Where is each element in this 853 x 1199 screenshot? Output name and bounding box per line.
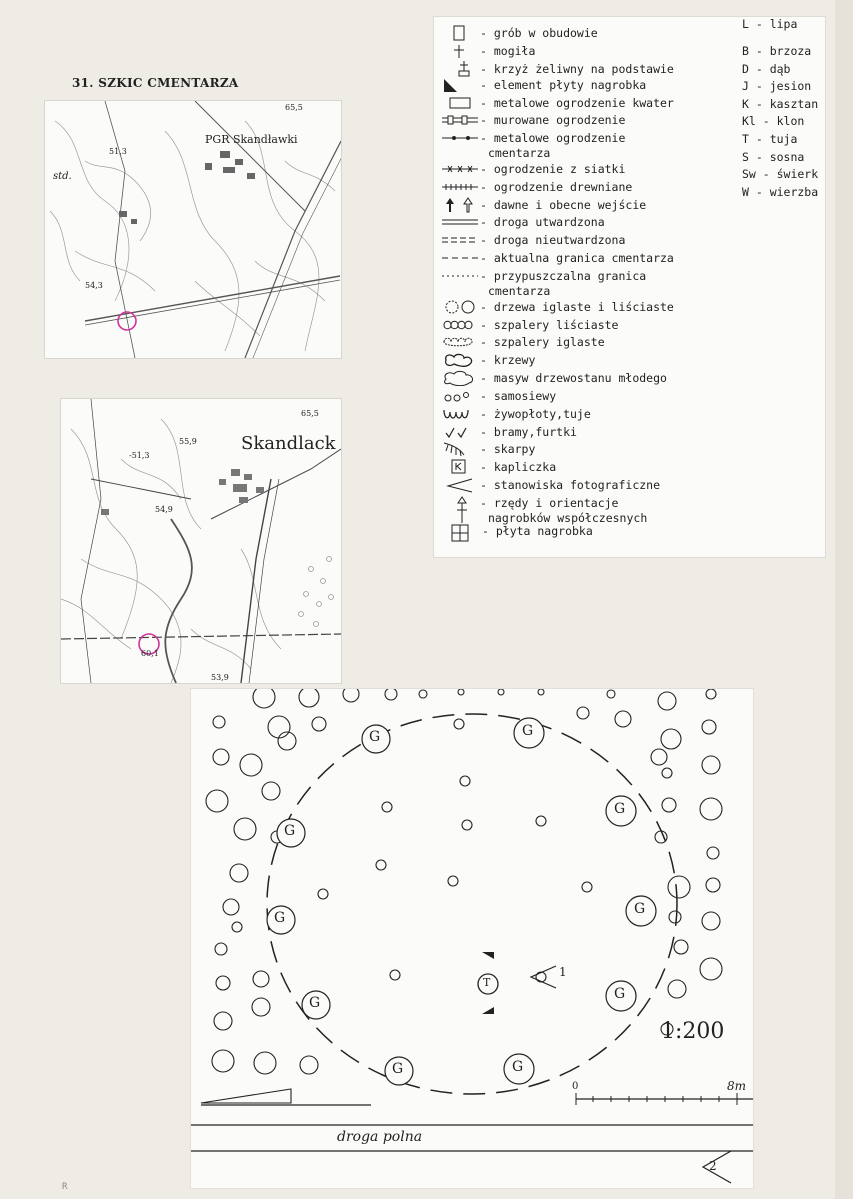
grave-label: G [634,901,646,917]
grave-row-orientation-icon [442,495,478,525]
grave-label: G [274,910,286,926]
page-title: 31. SZKIC CMENTARZA [72,76,239,90]
map-top-stod-label: std. [53,171,72,182]
cemetery-boundary [267,714,677,1094]
scale-ratio: 1:200 [661,1019,725,1044]
tree-key: Kl - klon [742,114,805,128]
presumed-boundary-icon [442,268,478,284]
trees-inside [318,719,592,982]
graves [267,718,656,1085]
tuja-label: T [483,976,491,989]
brick-wall-icon [442,112,478,128]
tree-key: W - wierzba [742,185,819,199]
slab-element-mark [482,1007,494,1014]
map-top [44,100,342,359]
trees-outside [206,689,725,1074]
slope-icon [442,441,478,457]
current-boundary-icon [442,250,478,266]
grave-label: G [614,801,626,817]
grave-label: G [309,995,321,1011]
grave-slab-icon [442,523,478,543]
photo-point-1 [531,966,556,988]
map-bottom-town-label: Skandlack [241,433,336,454]
tree-key: K - kasztan [742,97,819,111]
grave-label: G [392,1061,404,1077]
slab-element-mark [482,952,494,959]
map-top-elev-label: 51,3 [109,147,127,156]
tree-key: J - jesion [742,79,812,93]
chapel-icon [442,459,478,475]
legend-panel: - grób w obudowie - mogiła - krzyż żeliwny na podstawie - element płyty nagrobka - metalowe ogrodzenie kwater - murowane ogrodzenie - metalowe ogrodzenie cmentarza - ogrodzenie z siatki - ogrodzenie drewniane - dawne i obecne wejście - droga utwardzona - droga nieutwardzona - aktualna granica cmentarza - przypuszczalna granica cmentarza - drzewa iglaste i liściaste - szpalery liściaste - szpalery iglaste - krzewy - masyw drzewostanu młodego - samosiewy - żywopłoty,tuje - bramy,furtki - skarpy - kapliczka - stanowiska fotograficzne - rzędy i orientacje nagrobków współczesnych - płyta nagrobka L - lipa B - brzoza D - dąb J - jesion K - kasztan Kl - klon T - tuja S - sosna Sw - świerk W - wierzba [433,16,826,558]
wooden-fence-icon [442,179,478,195]
shrubs-icon [442,352,478,368]
grave-label: G [522,723,534,739]
young-stand-icon [442,370,478,386]
iron-cross-icon [442,61,478,77]
road-label: droga polna [337,1129,423,1145]
paved-road-icon [442,214,478,230]
map-bottom [60,398,342,684]
tree-key: T - tuja [742,132,798,146]
photo-point-2-label: 2 [709,1159,717,1173]
map-top-elev-label: 54,3 [85,281,103,290]
map-bottom-elev-label: -51,3 [129,451,150,460]
metal-fence-icon [442,130,478,146]
wire-fence-icon [442,161,478,177]
sketch-drawing [191,689,753,1188]
coniferous-row-icon [442,334,478,350]
slab-element-icon [442,77,478,93]
tree-key: L - lipa [742,17,798,31]
map-bottom-elev-label: 65,5 [301,409,319,418]
grave-label: G [614,986,626,1002]
scale-end-label: 8m [727,1079,747,1093]
tree-key: Sw - świerk [742,167,819,181]
footer-mark: R [62,1182,68,1192]
map-top-pgr-label: PGR Skandławki [205,133,298,146]
hedge-icon [442,406,478,422]
trees-icon [442,299,478,315]
scale-zero-label: 0 [572,1081,579,1092]
map-bottom-elev-label: 54,9 [155,505,173,514]
mound-cross-icon [442,43,478,59]
map-top-elev-label: 65,5 [285,103,303,112]
tree-key: D - dąb [742,62,791,76]
cemetery-sketch [190,688,754,1189]
page-edge [835,0,853,1199]
map-bottom-elev-label: 53,9 [211,673,229,682]
plot-fence-icon [442,95,478,111]
dirt-road-icon [442,232,478,248]
self-seeding-icon [442,388,478,404]
map-bottom-elev-label: 55,9 [179,437,197,446]
entrance-wedge [201,1089,291,1103]
grave-label: G [512,1059,524,1075]
tree-key: S - sosna [742,150,805,164]
gate-icon [442,424,478,440]
photo-point-2 [703,1151,731,1183]
grave-label: G [369,729,381,745]
map-bottom-elev-label: 60,1 [141,649,159,658]
grave-enclosure-icon [442,25,478,41]
tree-key: B - brzoza [742,44,812,58]
deciduous-row-icon [442,317,478,333]
entrance-arrows-icon [442,197,478,213]
grave-label: G [284,823,296,839]
photo-point-icon [442,477,478,493]
photo-point-1-label: 1 [559,965,567,979]
